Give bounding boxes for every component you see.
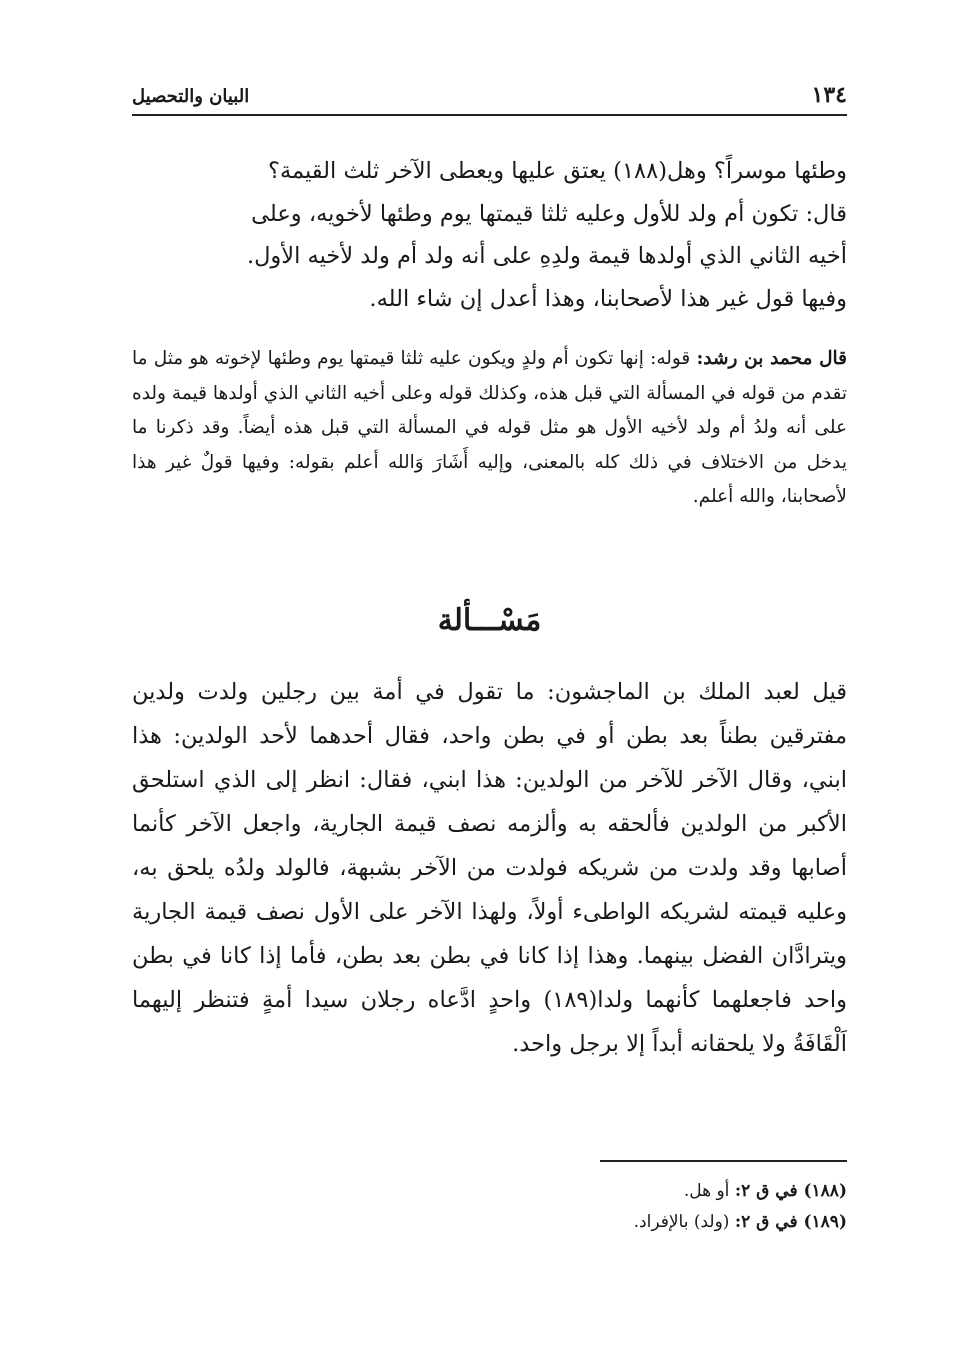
main-paragraph [132,670,847,1066]
page-header [132,82,847,116]
footnote [300,1207,847,1238]
commentary-speaker: قال محمد بن رشد: [696,348,847,369]
footnote-label: (١٨٩) في ق ٢: [734,1212,847,1232]
running-title: البيان والتحصيل [132,86,250,107]
commentary-text-block [132,342,847,515]
footnote-text: (ولد) بالإفراد. [633,1212,730,1232]
paragraph-line: وطئها موسراً؟ وهل(١٨٨) يعتق عليها ويعطى الآخر ثلث القيمة؟ [268,158,847,184]
paragraph-line: وفيها قول غير هذا لأصحابنا، وهذا أعدل إن شاء الله. [369,285,847,312]
footnote-text: أو هل. [683,1181,730,1201]
footnote-divider [600,1160,847,1162]
paragraph-line: أخيه الثاني الذي أولدها قيمة ولدِهِ على أنه ولد أم ولد لأخيه الأول. [246,243,847,269]
section-heading: مَسْـــألة [437,603,542,638]
commentary-text: قوله: إنها تكون أم ولدٍ ويكون عليه ثلثا قيمتها يوم وطئها لإخوته هو مثل ما تقدم من قوله في المسألة التي قبل هذه، وكذلك قوله وعلى أخيه الثاني الذي أولدها قيمة ولده على أنه ولدُ أم ولد لأخيه الأول هو مثل قوله في المسألة التي قبل هذه أيضاً. وقد ذكرنا ما يدخل من الاختلاف في ذلك كله بالمعنى، وإليه أَشَارَ وَالله أعلم بقوله: وفيها قولٌ غير هذا لأصحابنا، والله أعلم. [132,348,847,507]
commentary-paragraph [132,342,847,515]
footnote [300,1176,847,1207]
paragraph-line: قال: تكون أم ولد للأول وعليه ثلثا قيمتها يوم وطئها لأخويه، وعلى [251,200,847,227]
opening-paragraph [132,150,847,320]
page-number: ١٣٤ [811,82,847,108]
main-text: قيل لعبد الملك بن الماجشون: ما تقول في أمة بين رجلين ولدت ولدين مفترقين بطناً بعد بطن أو في بطن واحد، فقال أحدهما لأحد الولدين: هذا ابني، وقال الآخر للآخر من الولدين: هذا ابني، فقال: انظر إلى الذي استلحق الأكبر من الولدين فألحقه به وألزمه نصف قيمة الجارية، واجعل الآخر كأنما أصابها وقد ولدت من شريكه فولدت من الآخر بشبهة، فالولد ولدُه يلحق به، وعليه قيمته لشريكه الواطىء أولاً، ولهذا الآخر على الأول نصف قيمة الجارية ويترادَّان الفضل بينهما. وهذا إذا كانا في بطن بعد بطن، فأما إذا كانا في بطن واحد فاجعلهما كأنهما ولدا(١٨٩) واحدٍ ادَّعاه رجلان سيدا أمةٍ فتنظر إليهما اَلْقَافَةُ ولا يلحقانه أبداً إلا برجل واحد. [132,679,847,1057]
footnotes [300,1176,847,1238]
footnote-label: (١٨٨) في ق ٢: [734,1181,847,1201]
